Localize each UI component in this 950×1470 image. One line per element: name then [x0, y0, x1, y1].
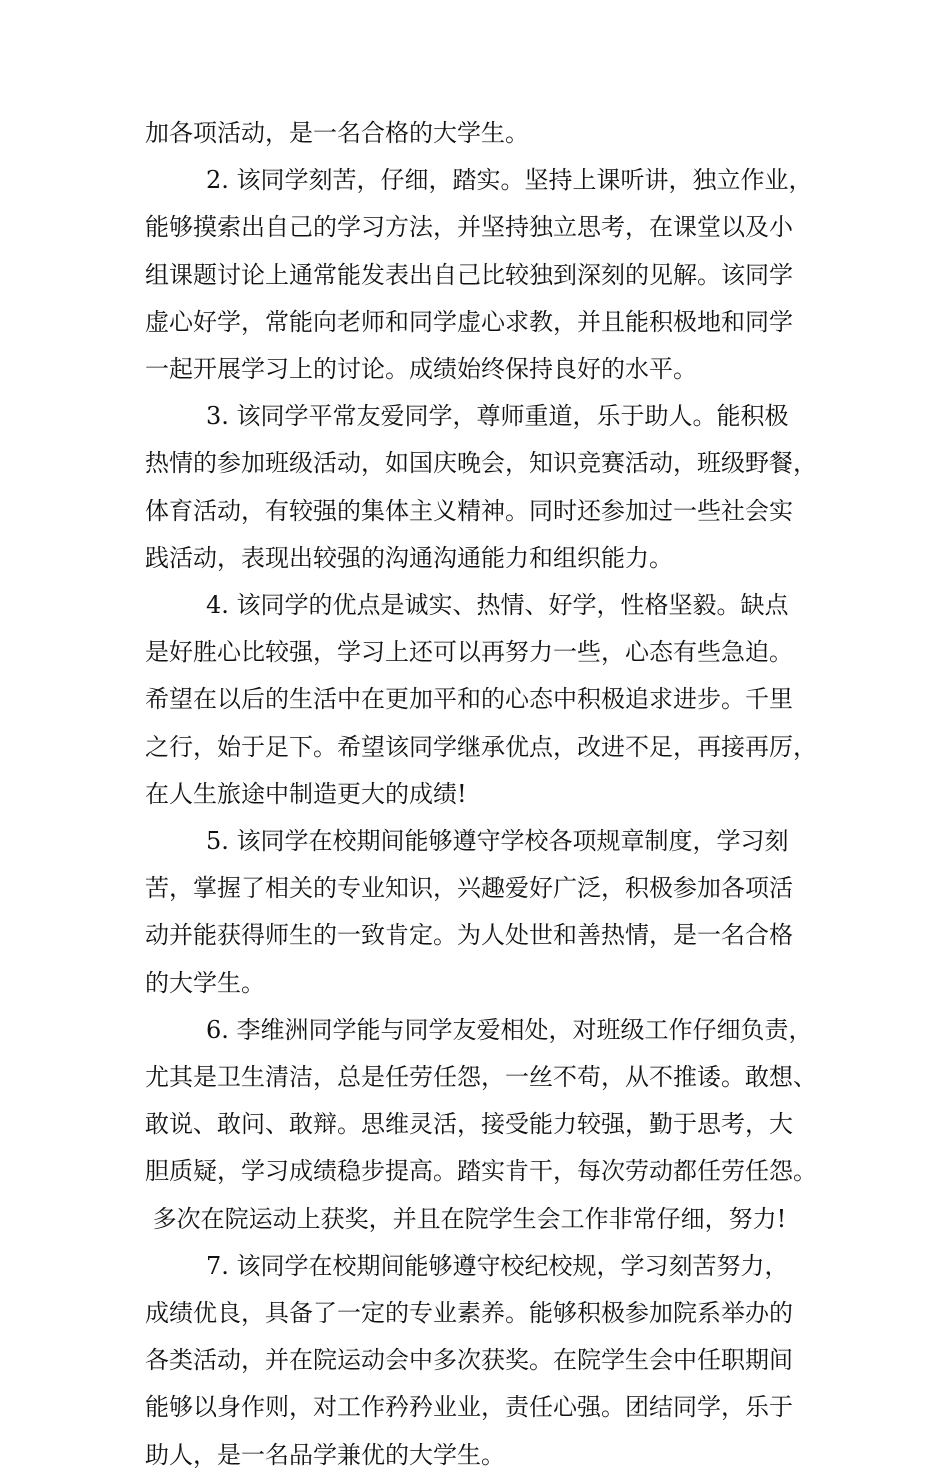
text-line: 7. 该同学在校期间能够遵守校纪校规，学习刻苦努力， — [145, 1252, 789, 1280]
text-line: 4. 该同学的优点是诚实、热情、好学，性格坚毅。缺点 — [145, 591, 789, 619]
text-line: 热情的参加班级活动，如国庆晚会，知识竞赛活动，班级野餐， — [145, 449, 817, 477]
text-line: 5. 该同学在校期间能够遵守学校各项规章制度，学习刻 — [145, 827, 789, 855]
text-line: 多次在院运动上获奖，并且在院学生会工作非常仔细，努力! — [145, 1205, 787, 1233]
text-line: 组课题讨论上通常能发表出自己比较独到深刻的见解。该同学 — [145, 261, 793, 289]
text-line: 之行，始于足下。希望该同学继承优点，改进不足，再接再厉， — [145, 733, 817, 761]
text-line: 是好胜心比较强，学习上还可以再努力一些，心态有些急迫。 — [145, 638, 793, 666]
text-line: 苦，掌握了相关的专业知识，兴趣爱好广泛，积极参加各项活 — [145, 874, 793, 902]
text-line: 敢说、敢问、敢辩。思维灵活，接受能力较强，勤于思考，大 — [145, 1110, 793, 1138]
text-line: 动并能获得师生的一致肯定。为人处世和善热情，是一名合格 — [145, 921, 793, 949]
text-line: 加各项活动，是一名合格的大学生。 — [145, 119, 529, 147]
text-line: 助人，是一名品学兼优的大学生。 — [145, 1441, 505, 1469]
text-line: 6. 李维洲同学能与同学友爱相处，对班级工作仔细负责， — [145, 1016, 813, 1044]
text-line: 各类活动，并在院运动会中多次获奖。在院学生会中任职期间 — [145, 1346, 793, 1374]
text-line: 体育活动，有较强的集体主义精神。同时还参加过一些社会实 — [145, 497, 793, 525]
text-line: 希望在以后的生活中在更加平和的心态中积极追求进步。千里 — [145, 685, 793, 713]
text-line: 在人生旅途中制造更大的成绩! — [145, 780, 467, 808]
text-line: 的大学生。 — [145, 969, 265, 997]
text-line: 虚心好学，常能向老师和同学虚心求教，并且能积极地和同学 — [145, 308, 793, 336]
text-line: 践活动，表现出较强的沟通沟通能力和组织能力。 — [145, 544, 673, 572]
text-line: 能够以身作则，对工作矜矜业业，责任心强。团结同学，乐于 — [145, 1393, 793, 1421]
text-line: 2. 该同学刻苦，仔细，踏实。坚持上课听讲，独立作业， — [145, 166, 813, 194]
text-line: 尤其是卫生清洁，总是任劳任怨，一丝不苟，从不推诿。敢想、 — [145, 1063, 817, 1091]
text-line: 胆质疑，学习成绩稳步提高。踏实肯干，每次劳动都任劳任怨。 — [145, 1157, 817, 1185]
text-line: 成绩优良，具备了一定的专业素养。能够积极参加院系举办的 — [145, 1299, 793, 1327]
text-line: 能够摸索出自己的学习方法，并坚持独立思考，在课堂以及小 — [145, 213, 793, 241]
text-line: 一起开展学习上的讨论。成绩始终保持良好的水平。 — [145, 355, 697, 383]
text-line: 3. 该同学平常友爱同学，尊师重道，乐于助人。能积极 — [145, 402, 789, 430]
